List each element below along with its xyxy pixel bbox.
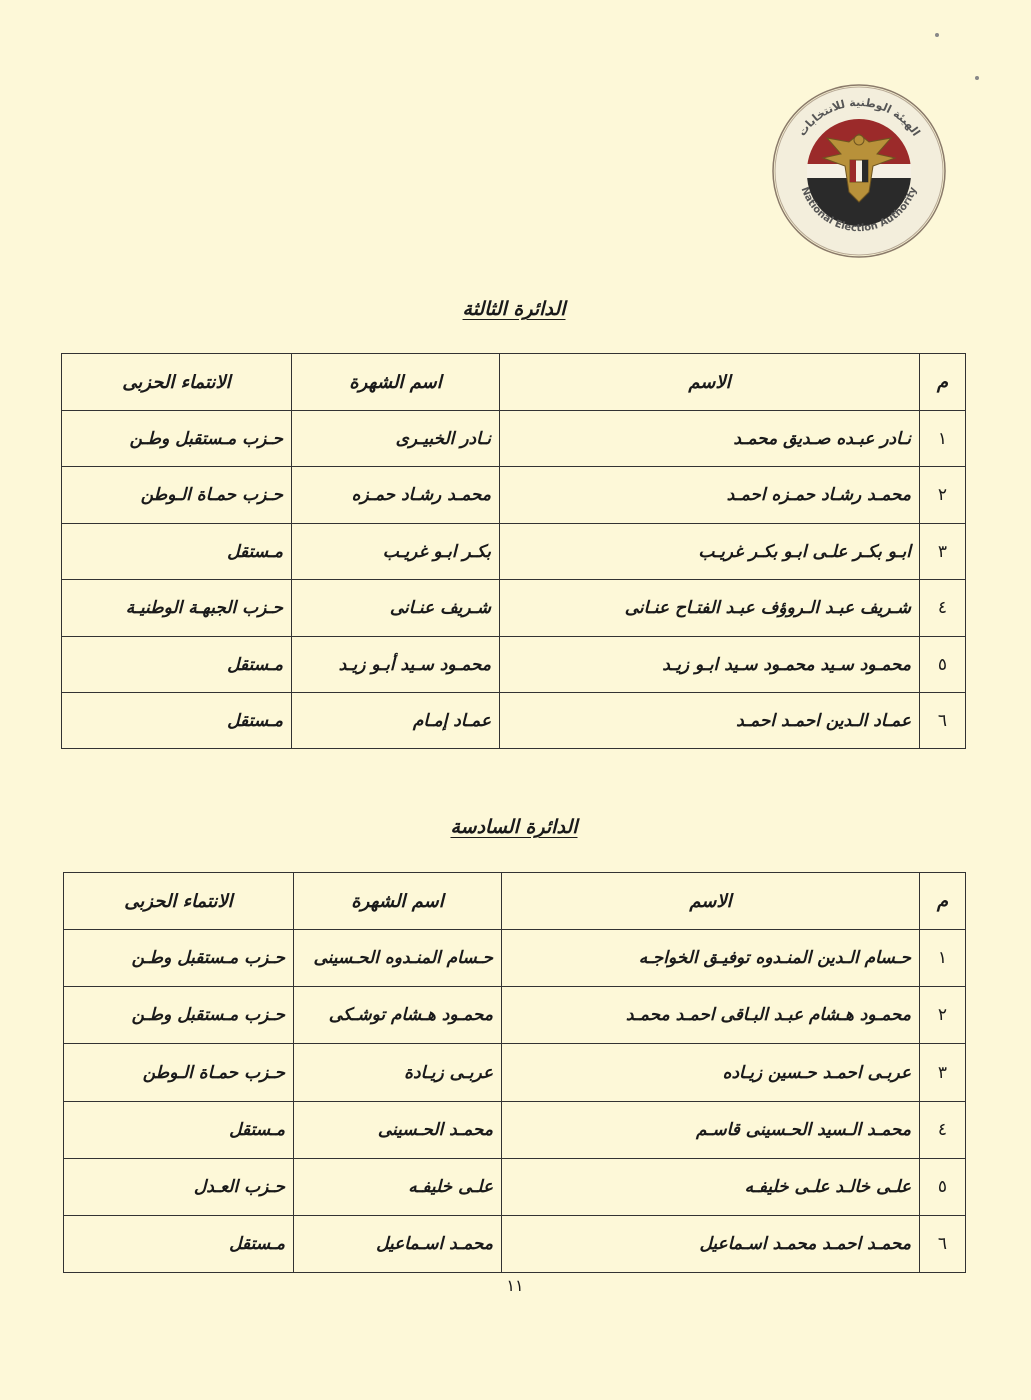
page-number: ١١ [506, 1276, 524, 1295]
row-name: محمـود سـيد محمـود سـيد ابـو زيـد [500, 637, 920, 693]
row-num: ١ [920, 930, 966, 987]
header-fame: اسم الشهرة [292, 354, 500, 411]
row-num: ٢ [920, 987, 966, 1044]
row-name: حـسام الـدين المنـدوه توفيـق الخواجـه [502, 930, 920, 987]
row-party: حـزب حمـاة الـوطن [64, 1044, 294, 1102]
candidates-table-sixth-district [63, 872, 966, 1273]
header-num: م [920, 873, 966, 930]
scan-speck [935, 33, 939, 37]
row-fame: حـسام المنـدوه الحـسينى [294, 930, 502, 987]
row-num: ٦ [920, 693, 966, 749]
header-name: الاسم [502, 873, 920, 930]
table-header-row [64, 873, 966, 930]
row-num: ٦ [920, 1216, 966, 1273]
header-fame: اسم الشهرة [294, 873, 502, 930]
table-row [64, 1102, 966, 1159]
row-fame: علـى خليفـه [294, 1159, 502, 1216]
table-row [62, 693, 966, 749]
table-row [62, 580, 966, 637]
seal-english-text: National Election Authority [798, 185, 920, 235]
row-party: مـستقل [62, 693, 292, 749]
section-title-third-district: الدائرة الثالثة [462, 298, 566, 320]
row-fame: بكـر ابـو غريـب [292, 524, 500, 580]
row-fame: محمـد الحـسينى [294, 1102, 502, 1159]
scan-speck [975, 76, 979, 80]
table-row [62, 411, 966, 467]
table-header-row [62, 354, 966, 411]
row-fame: محمـد اسـماعيل [294, 1216, 502, 1273]
table-row [64, 1159, 966, 1216]
row-fame: شـريف عنـانى [292, 580, 500, 637]
table-row [62, 467, 966, 524]
row-num: ٣ [920, 524, 966, 580]
row-num: ٣ [920, 1044, 966, 1102]
table-row [62, 524, 966, 580]
row-party: مـستقل [62, 524, 292, 580]
header-party: الانتماء الحزبى [64, 873, 294, 930]
row-party: مـستقل [64, 1216, 294, 1273]
row-num: ١ [920, 411, 966, 467]
header-num: م [920, 354, 966, 411]
row-name: محمـود هـشام عبـد البـاقى احمـد محمـد [502, 987, 920, 1044]
row-name: نـادر عبـده صـديق محمـد [500, 411, 920, 467]
table-row [64, 987, 966, 1044]
row-name: محمـد الـسيد الحـسينى قاسـم [502, 1102, 920, 1159]
row-party: حـزب مـستقبل وطـن [64, 930, 294, 987]
row-party: حـزب مـستقبل وطـن [64, 987, 294, 1044]
row-name: شـريف عبـد الـروؤف عبـد الفتـاح عنـانى [500, 580, 920, 637]
row-num: ٤ [920, 580, 966, 637]
row-fame: عربـى زيـادة [294, 1044, 502, 1102]
row-name: علـى خالـد علـى خليفـه [502, 1159, 920, 1216]
row-fame: محمـود سـيد أبـو زيـد [292, 637, 500, 693]
row-fame: نـادر الخبيـرى [292, 411, 500, 467]
row-party: مـستقل [62, 637, 292, 693]
row-name: عربـى احمـد حـسين زيـاده [502, 1044, 920, 1102]
row-name: محمـد احمـد محمـد اسـماعيل [502, 1216, 920, 1273]
row-num: ٥ [920, 1159, 966, 1216]
table-row [64, 1044, 966, 1102]
row-name: محمـد رشـاد حمـزه احمـد [500, 467, 920, 524]
row-num: ٥ [920, 637, 966, 693]
row-fame: عمـاد إمـام [292, 693, 500, 749]
row-name: عمـاد الـدين احمـد احمـد [500, 693, 920, 749]
row-fame: محمـود هـشام توشـكى [294, 987, 502, 1044]
row-num: ٢ [920, 467, 966, 524]
row-fame: محمـد رشـاد حمـزه [292, 467, 500, 524]
header-name: الاسم [500, 354, 920, 411]
table-row [64, 1216, 966, 1273]
national-election-authority-seal [770, 82, 948, 260]
row-num: ٤ [920, 1102, 966, 1159]
row-party: حـزب الجبهـة الوطنيـة [62, 580, 292, 637]
table-row [62, 637, 966, 693]
section-title-sixth-district: الدائرة السادسة [450, 816, 578, 838]
candidates-table-third-district [61, 353, 966, 749]
row-party: حـزب العـدل [64, 1159, 294, 1216]
row-name: ابـو بكـر علـى ابـو بكـر غريـب [500, 524, 920, 580]
row-party: حـزب حمـاة الـوطن [62, 467, 292, 524]
seal-arabic-text: الهيئة الوطنية للانتخابات [795, 95, 923, 139]
row-party: حـزب مـستقبل وطـن [62, 411, 292, 467]
header-party: الانتماء الحزبى [62, 354, 292, 411]
row-party: مـستقل [64, 1102, 294, 1159]
table-row [64, 930, 966, 987]
